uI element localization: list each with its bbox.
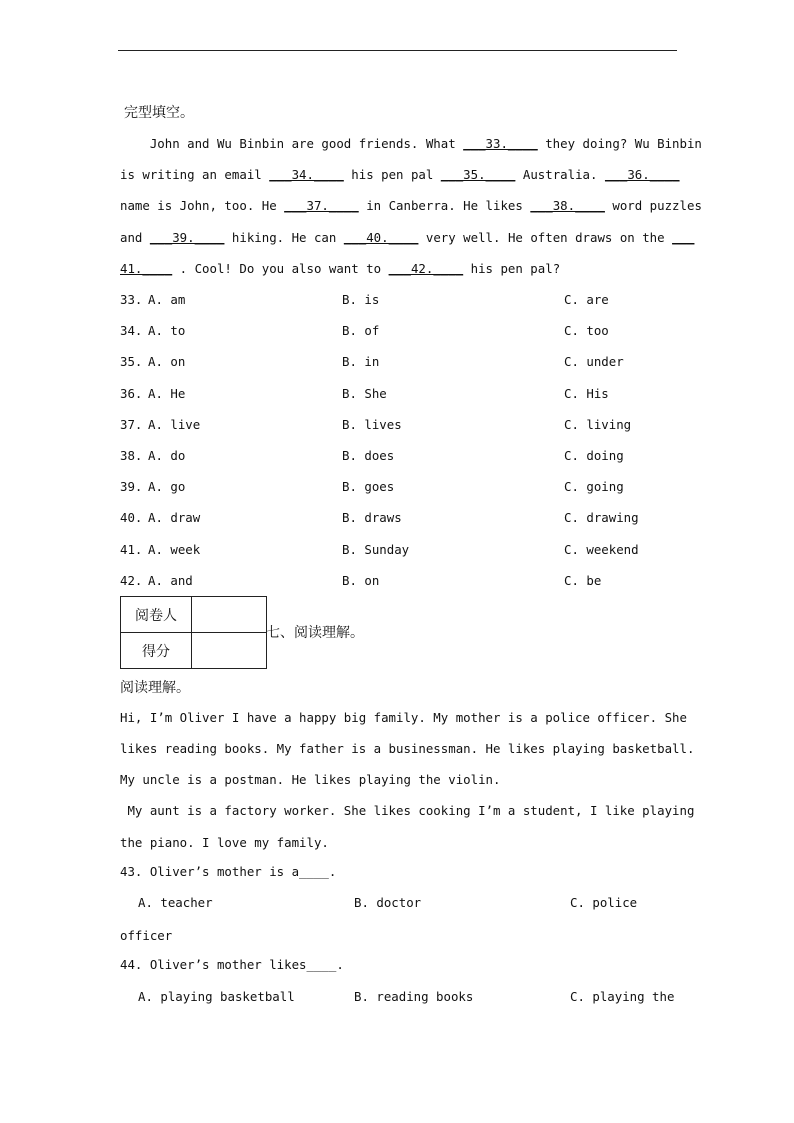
score-cell[interactable] [192,633,267,669]
blank-39: ___39.____ [149,230,225,245]
option-c: C. are [564,292,609,307]
cloze-passage-line-3: name is John, too. He ___37.____ in Canberra. He likes ___38.____ word puzzles [120,198,702,213]
question-43-stem: 43. Oliver’s mother is a____. [120,864,337,879]
question-number: 39. [120,479,143,494]
grader-cell[interactable] [192,597,267,633]
reading-passage-line-1: Hi, I’m Oliver I have a happy big family. My mother is a police officer. She [120,710,687,725]
blank-37: ___37.____ [284,198,359,213]
reading-passage-line-3: My uncle is a postman. He likes playing the violin. [120,772,501,787]
reading-passage-line-4: My aunt is a factory worker. She likes cooking I’m a student, I like playing [120,803,695,818]
question-number: 37. [120,417,143,432]
option-b: B. of [342,323,380,338]
blank-42: ___42.____ [388,261,464,276]
option-b: B. is [342,292,380,307]
cloze-passage-line-5: 41.____ . Cool! Do you also want to ___42.____ his pen pal? [120,261,561,276]
option-a: A. do [148,448,186,463]
question-44-option-c: C. playing the [570,989,675,1004]
question-44-stem: 44. Oliver’s mother likes____. [120,957,344,972]
question-43-option-a: A. teacher [138,895,213,910]
question-43-option-c: C. police [570,895,638,910]
option-a: A. and [148,573,193,588]
question-number: 36. [120,386,143,401]
grader-label: 阅卷人 [121,597,192,633]
blank-36: ___36.____ [604,167,680,182]
option-c: C. living [564,417,632,432]
cloze-passage-line-1: John and Wu Binbin are good friends. What ___33.____ they doing? Wu Binbin [120,136,702,151]
option-c: C. weekend [564,542,639,557]
option-a: A. live [148,417,201,432]
question-number: 41. [120,542,143,557]
question-number: 42. [120,573,143,588]
option-c: C. doing [564,448,624,463]
question-44-option-a: A. playing basketball [138,989,295,1004]
option-c: C. His [564,386,609,401]
blank-33: ___33.____ [463,136,538,151]
option-a: A. week [148,542,201,557]
option-a: A. go [148,479,186,494]
option-a: A. on [148,354,186,369]
option-c: C. going [564,479,624,494]
option-c: C. too [564,323,609,338]
option-b: B. goes [342,479,395,494]
option-c: C. drawing [564,510,639,525]
option-b: B. She [342,386,387,401]
question-number: 40. [120,510,143,525]
option-b: B. Sunday [342,542,410,557]
reading-subtitle: 阅读理解。 [120,680,190,696]
section-title-cloze: 完型填空。 [124,105,194,121]
question-number: 38. [120,448,143,463]
section-heading-reading: 七、阅读理解。 [266,625,364,641]
option-a: A. to [148,323,186,338]
option-b: B. on [342,573,380,588]
option-c: C. under [564,354,624,369]
option-b: B. does [342,448,395,463]
cloze-passage-line-2: is writing an email ___34.____ his pen pal ___35.____ Australia. ___36.____ [120,167,680,182]
question-44-option-b: B. reading books [354,989,474,1004]
option-b: B. lives [342,417,402,432]
reading-passage-line-5: the piano. I love my family. [120,835,329,850]
blank-38: ___38.____ [530,198,605,213]
header-rule [118,50,677,51]
reading-passage-line-2: likes reading books. My father is a businessman. He likes playing basketball. [120,741,695,756]
blank-41-start: ___ [672,230,695,245]
question-number: 33. [120,292,143,307]
blank-41: 41.____ [120,261,173,276]
option-b: B. draws [342,510,402,525]
cloze-passage-line-4: and ___39.____ hiking. He can ___40.____ very well. He often draws on the ___ [120,230,695,245]
question-number: 34. [120,323,143,338]
option-a: A. draw [148,510,201,525]
score-label: 得分 [121,633,192,669]
option-b: B. in [342,354,380,369]
score-table [120,596,267,669]
question-number: 35. [120,354,143,369]
question-43-option-c-continued: officer [120,928,173,943]
blank-40: ___40.____ [343,230,419,245]
blank-34: ___34.____ [269,167,344,182]
question-43-option-b: B. doctor [354,895,422,910]
blank-35: ___35.____ [440,167,516,182]
option-c: C. be [564,573,602,588]
option-a: A. He [148,386,186,401]
option-a: A. am [148,292,186,307]
